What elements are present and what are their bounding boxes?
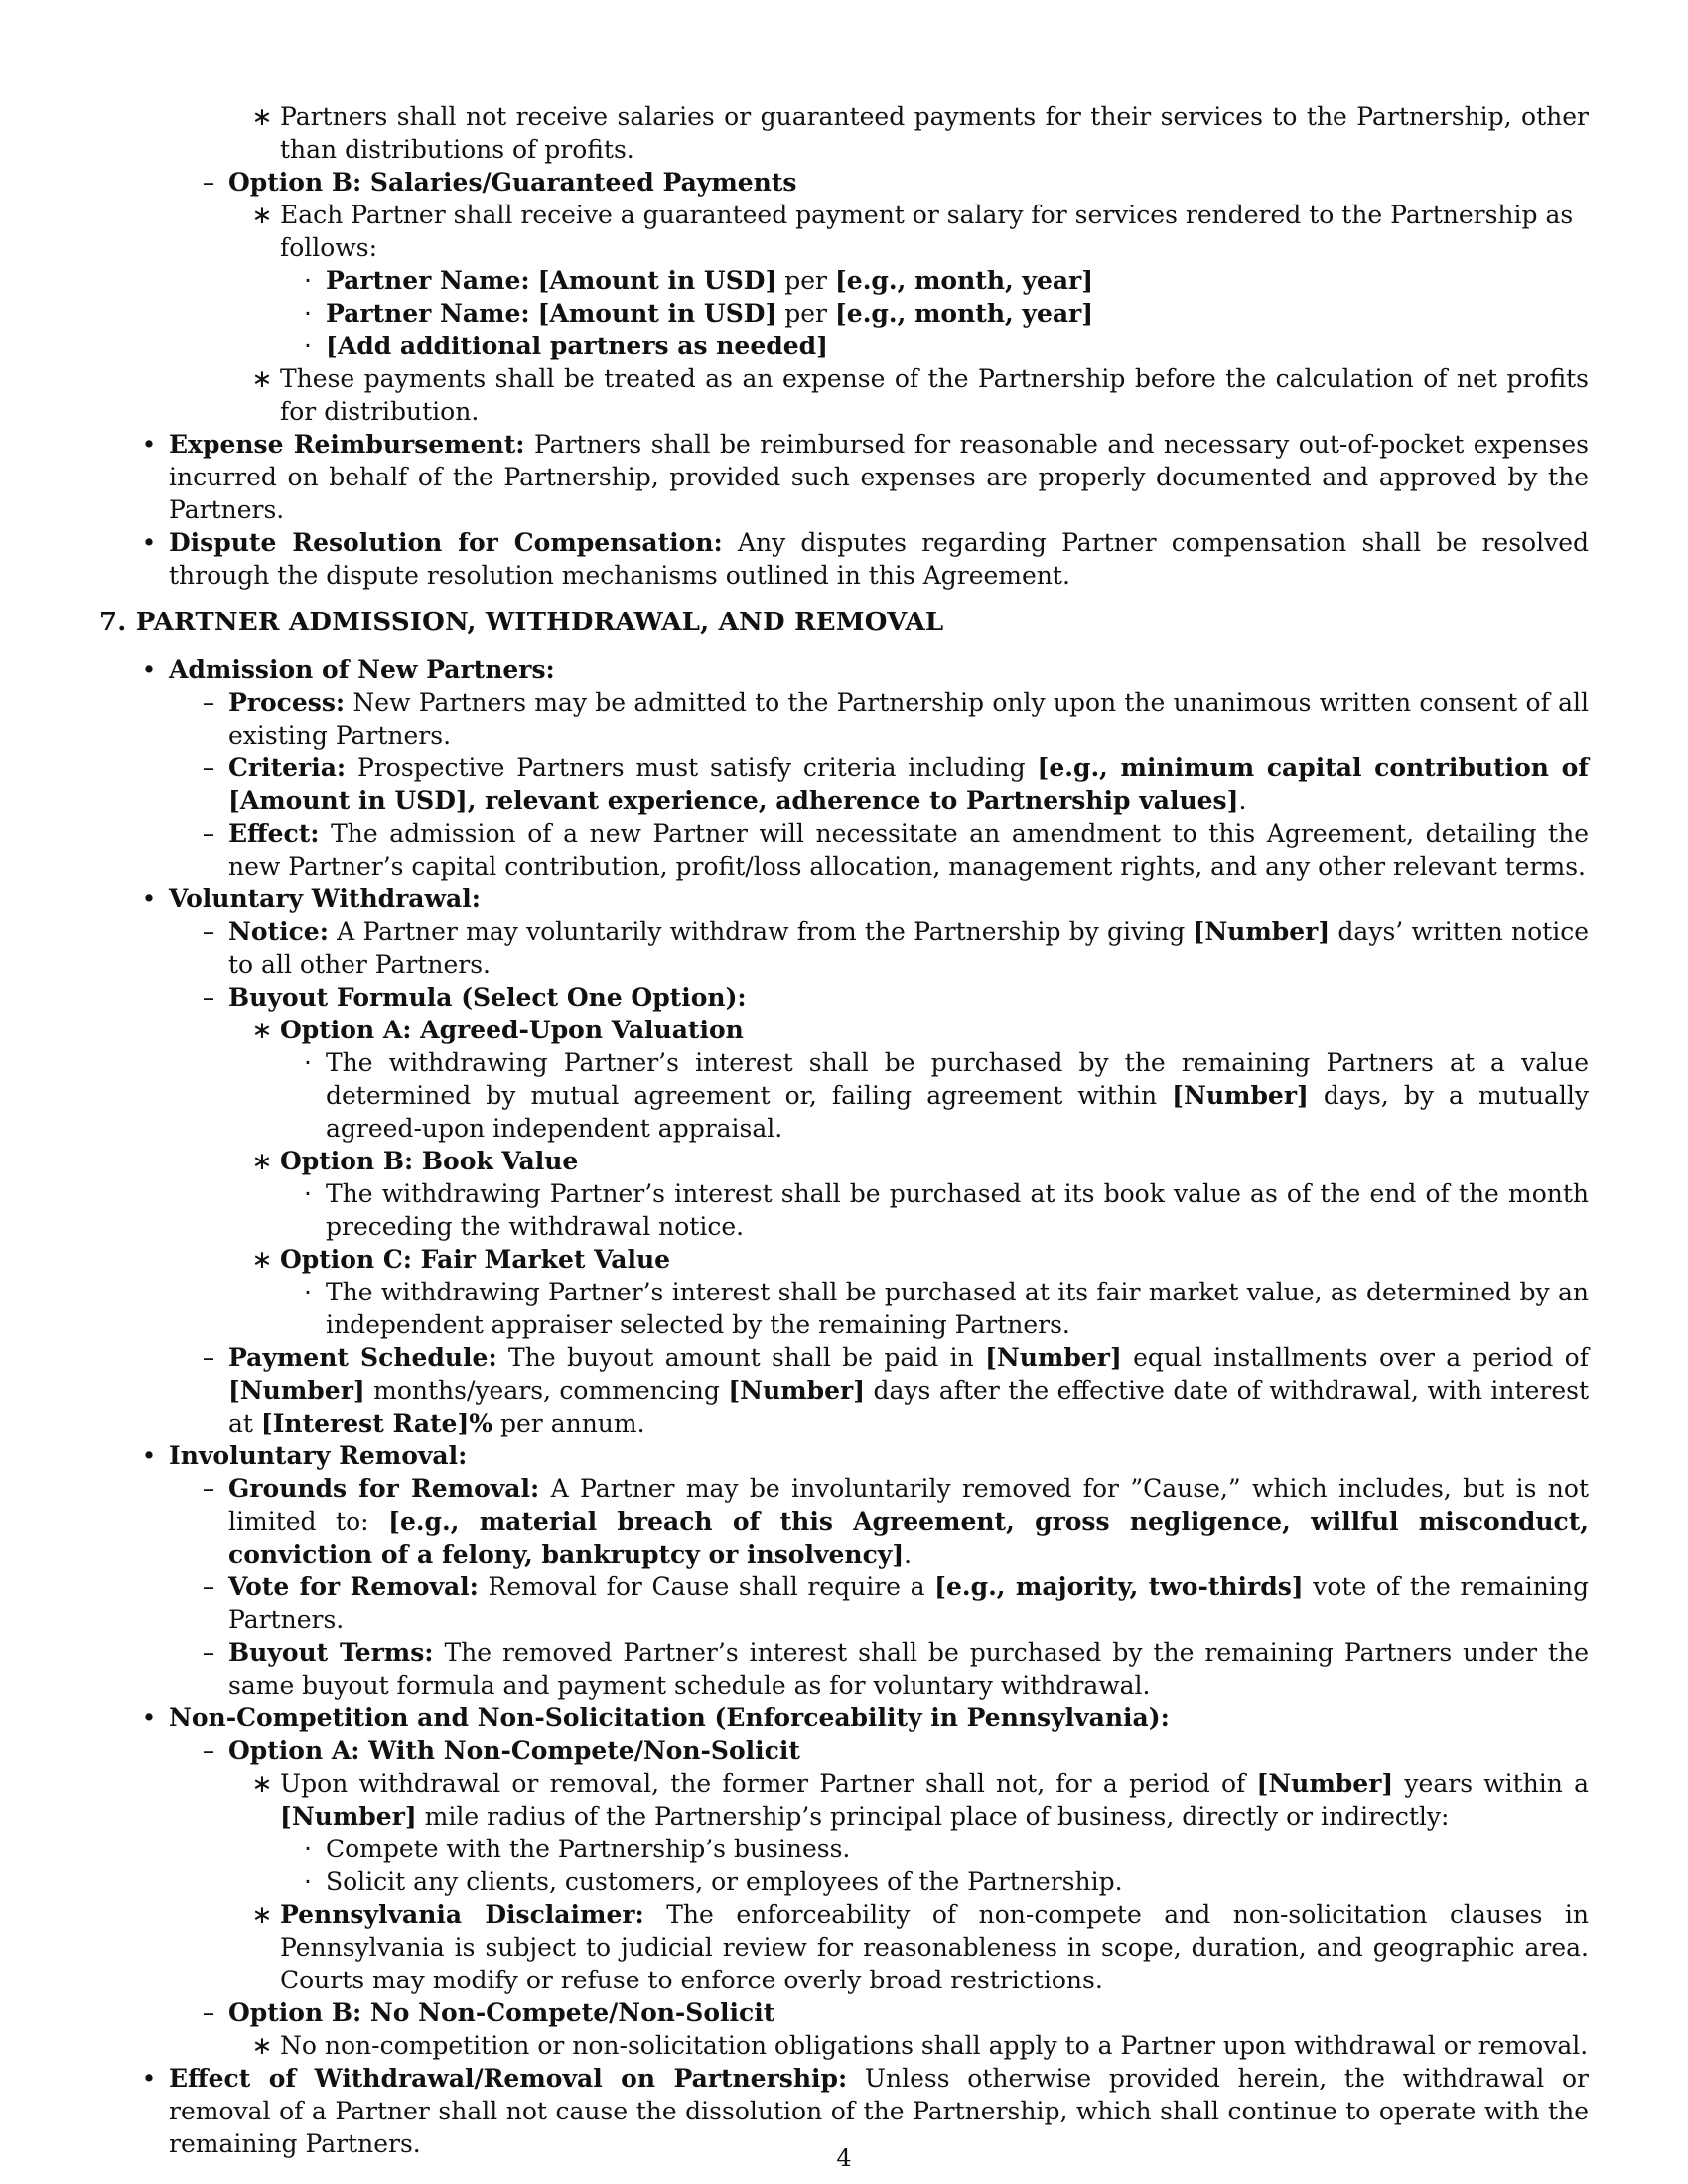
noncompete-option-a [99,1734,1589,1767]
dash-marker: – [202,1572,215,1601]
dot-marker: · [304,1867,312,1896]
noncompete-option-b-text [99,2029,1589,2062]
dash-marker: – [202,1998,215,2027]
star-marker: ∗ [251,201,273,229]
option-title: Option C: Fair Market Value [280,1245,671,1274]
period-placeholder: [e.g., month, year] [834,299,1094,328]
item-text: per annum. [492,1409,645,1437]
item-text: Upon withdrawal or removal, the former Partner shall not, for a period of [280,1769,1257,1798]
item-text: Partners shall not receive salaries or guaranteed payments for their services to the Partnership, other than distributions of profits. [280,102,1589,164]
period: . [904,1540,913,1569]
option-b-text [99,1177,1589,1243]
item-label: Expense Reimbursement: [169,430,525,459]
removal-buyout [99,1636,1589,1702]
noncompete-terms [99,1767,1589,1833]
item-text: The enforceability of non-compete and non-solicitation clauses in Pennsylvania is subject to judicial review for reasonableness in scope, duration, and geographic area. Courts may modify or refuse to enforce overly broad restrictions. [280,1900,1589,1994]
item-text: days’ written notice to all other Partners. [228,917,1589,979]
item-text: equal installments over a period of [1121,1343,1589,1372]
list-item-expense-note [99,362,1589,428]
item-text: Each Partner shall receive a guaranteed payment or salary for services rendered to the Partnership as follows: [280,201,1574,262]
item-label: Notice: [228,917,329,946]
section-heading: 7. PARTNER ADMISSION, WITHDRAWAL, AND REMOVAL [99,608,944,637]
item-text: Solicit any clients, customers, or employees of the Partnership. [326,1867,1123,1896]
list-item-no-salary [99,100,1589,166]
bullet-marker: • [141,1441,157,1470]
item-text: Prospective Partners must satisfy criteria including [346,753,1038,782]
dash-marker: – [202,753,215,782]
withdrawal-title [99,883,1589,915]
option-a-title [99,1014,1589,1046]
number-placeholder: [Number] [985,1343,1122,1372]
per-word: per [776,266,835,295]
dash-marker: – [202,1736,215,1765]
item-text: Removal for Cause shall require a [478,1572,935,1601]
payment-schedule [99,1341,1589,1439]
number-placeholder: [Number] [228,1376,365,1405]
item-text: No non-competition or non-solicitation obligations shall apply to a Partner upon withdrawal or removal. [280,2031,1589,2060]
dash-marker: – [202,168,215,197]
dispute-resolution [99,526,1589,592]
option-title: Option B: Book Value [280,1147,579,1175]
dot-marker: · [304,1278,312,1306]
bullet-marker: • [141,2064,157,2093]
number-placeholder: [Number] [1256,1769,1394,1798]
expense-reimbursement [99,428,1589,526]
item-text: The withdrawing Partner’s interest shall be purchased at its book value as of the end of the month preceding the withdrawal notice. [326,1179,1589,1241]
noncompete-option-b [99,1996,1589,2029]
star-marker: ∗ [251,102,273,131]
item-text: days, by a mutually agreed-upon independent appraisal. [326,1081,1589,1143]
list-item-guaranteed-payment [99,199,1589,264]
option-title: Option B: No Non-Compete/Non-Solicit [228,1998,775,2027]
partner-name-label: Partner Name: [326,266,530,295]
option-b-title [99,1145,1589,1177]
page-number: 4 [836,2144,852,2172]
item-label: Payment Schedule: [228,1343,497,1372]
option-c-title [99,1243,1589,1276]
admission-title [99,653,1589,686]
item-label: Dispute Resolution for Compensation: [169,528,723,557]
admission-effect [99,817,1589,883]
removal-vote [99,1570,1589,1636]
number-placeholder: [Number] [280,1802,417,1831]
removal-grounds [99,1472,1589,1570]
number-placeholder: [Number] [1193,917,1331,946]
star-marker: ∗ [251,1900,273,1929]
dash-marker: – [202,1638,215,1667]
dash-marker: – [202,1474,215,1503]
item-label: Effect: [228,819,320,848]
star-marker: ∗ [251,1769,273,1798]
item-text: vote of the remaining Partners. [228,1572,1589,1634]
add-partners-row [99,330,1589,362]
dot-marker: · [304,1048,312,1077]
item-text: days after the effective date of withdrawal, with interest at [228,1376,1589,1437]
item-label: Involuntary Removal: [169,1441,468,1470]
bullet-marker: • [141,528,157,557]
item-text: The withdrawing Partner’s interest shall be purchased by the remaining Partners at a value determined by mutual agreement or, failing agreement within [326,1048,1589,1110]
option-title: Option B: Salaries/Guaranteed Payments [228,168,797,197]
number-placeholder: [Number] [1172,1081,1309,1110]
option-title: Option A: Agreed-Upon Valuation [280,1016,744,1044]
dash-marker: – [202,1343,215,1372]
dash-marker: – [202,983,215,1012]
item-text: These payments shall be treated as an expense of the Partnership before the calculation of net profits for distribution. [280,364,1589,426]
star-marker: ∗ [251,1016,273,1044]
noncompete-solicit [99,1865,1589,1898]
bullet-marker: • [141,1704,157,1732]
item-label: Admission of New Partners: [169,655,555,684]
item-label: Non-Competition and Non-Solicitation (Enforceability in Pennsylvania): [169,1704,1170,1732]
item-label: Criteria: [228,753,347,782]
option-a-text [99,1046,1589,1145]
star-marker: ∗ [251,1147,273,1175]
removal-title [99,1439,1589,1472]
admission-criteria [99,751,1589,817]
dash-marker: – [202,917,215,946]
option-title: Option A: With Non-Compete/Non-Solicit [228,1736,800,1765]
item-text: Unless otherwise provided herein, the withdrawal or removal of a Partner shall not cause the dissolution of the Partnership, which shall continue to operate with the remaining Partners. [169,2064,1589,2158]
amount-placeholder: [Amount in USD] [537,299,777,328]
partner-row [99,264,1589,297]
item-text: The withdrawing Partner’s interest shall be purchased at its fair market value, as determined by an independent appraiser selected by the remaining Partners. [326,1278,1589,1339]
dot-marker: · [304,332,312,360]
option-b-salaries [99,166,1589,199]
buyout-formula-title [99,981,1589,1014]
star-marker: ∗ [251,1245,273,1274]
criteria-placeholder: [e.g., minimum capital contribution of [Amount in USD], relevant experience, adherence to Partnership values] [228,753,1589,815]
dash-marker: – [202,688,215,717]
item-label: Pennsylvania Disclaimer: [280,1900,644,1929]
dot-marker: · [304,299,312,328]
noncompete-compete [99,1833,1589,1865]
item-text: Compete with the Partnership’s business. [326,1835,851,1863]
withdrawal-notice [99,915,1589,981]
pennsylvania-disclaimer [99,1898,1589,1996]
bullet-marker: • [141,885,157,913]
item-text: years within a [1393,1769,1589,1798]
item-text: The admission of a new Partner will necessitate an amendment to this Agreement, detailing the new Partner’s capital contribution, profit/loss allocation, management rights, and any other relevant terms. [228,819,1589,881]
dot-marker: · [304,1835,312,1863]
item-label: Process: [228,688,346,717]
item-text: A Partner may be involuntarily removed for ”Cause,” which includes, but is not limited to: [228,1474,1589,1536]
item-label: Grounds for Removal: [228,1474,540,1503]
item-label: Voluntary Withdrawal: [169,885,481,913]
item-label: Buyout Formula (Select One Option): [228,983,747,1012]
bullet-marker: • [141,430,157,459]
number-placeholder: [Number] [728,1376,866,1405]
item-label: Effect of Withdrawal/Removal on Partnership: [169,2064,848,2093]
per-word: per [776,299,835,328]
amount-placeholder: [Amount in USD] [537,266,777,295]
item-text: New Partners may be admitted to the Partnership only upon the unanimous written consent of all existing Partners. [228,688,1589,750]
item-label: Vote for Removal: [228,1572,479,1601]
interest-rate-placeholder: [Interest Rate]% [260,1409,493,1437]
vote-placeholder: [e.g., majority, two-thirds] [934,1572,1304,1601]
dot-marker: · [304,1179,312,1208]
item-text: The removed Partner’s interest shall be purchased by the remaining Partners under the same buyout formula and payment schedule as for voluntary withdrawal. [228,1638,1589,1700]
item-text: mile radius of the Partnership’s principal place of business, directly or indirectly: [416,1802,1450,1831]
star-marker: ∗ [251,2031,273,2060]
partner-row [99,297,1589,330]
option-c-text [99,1276,1589,1341]
item-text: Any disputes regarding Partner compensation shall be resolved through the dispute resolution mechanisms outlined in this Agreement. [169,528,1589,590]
dash-marker: – [202,819,215,848]
item-label: Buyout Terms: [228,1638,434,1667]
star-marker: ∗ [251,364,273,393]
admission-process [99,686,1589,751]
noncompete-title [99,1702,1589,1734]
dot-marker: · [304,266,312,295]
period-placeholder: [e.g., month, year] [834,266,1094,295]
add-partners-placeholder: [Add additional partners as needed] [326,332,828,360]
item-text: Partners shall be reimbursed for reasonable and necessary out-of-pocket expenses incurred on behalf of the Partnership, provided such expenses are properly documented and approved by the Partners. [169,430,1589,524]
grounds-placeholder: [e.g., material breach of this Agreement, gross negligence, willful misconduct, conviction of a felony, bankruptcy or insolvency] [228,1507,1590,1569]
item-text: The buyout amount shall be paid in [496,1343,986,1372]
partner-name-label: Partner Name: [326,299,530,328]
item-text: A Partner may voluntarily withdraw from the Partnership by giving [328,917,1194,946]
item-text: months/years, commencing [364,1376,729,1405]
period: . [1238,786,1247,815]
bullet-marker: • [141,655,157,684]
document-page [99,100,1589,2160]
